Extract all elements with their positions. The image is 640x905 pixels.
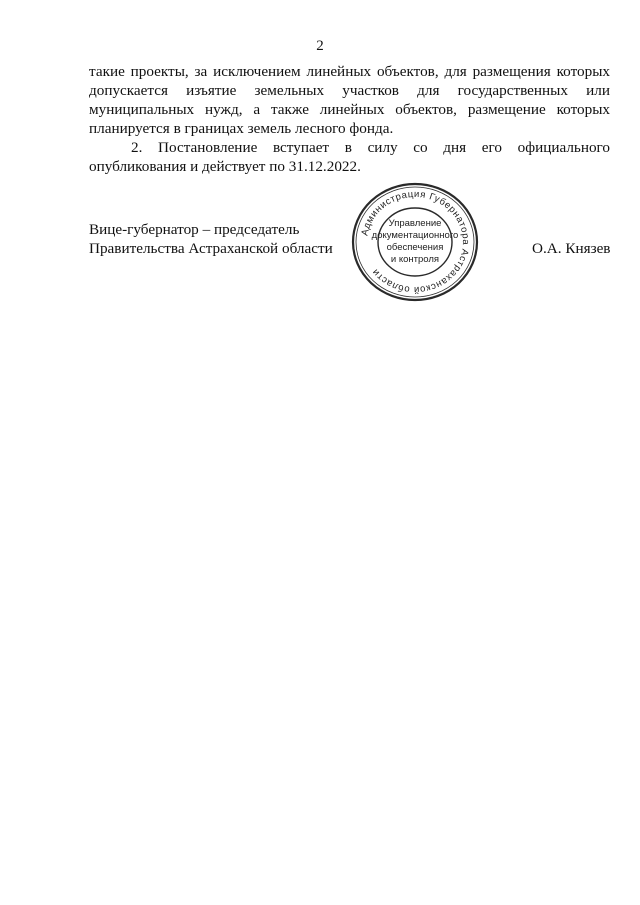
signatory-position-line-1: Вице-губернатор – председатель (89, 221, 300, 238)
document-body (89, 62, 610, 176)
signatory-name: О.А. Князев (532, 240, 611, 257)
seal-ring-text: Администрация Губернатора Астраханской области (359, 188, 472, 296)
signatory-position (89, 220, 333, 258)
seal-center-line-2: документационного (371, 230, 459, 241)
paragraph-effective-date: 2. Постановление вступает в силу со дня его официального опубликования и действует по 31.12.2022. (89, 139, 610, 175)
seal-center-line-1: Управление (388, 218, 442, 229)
official-seal (348, 180, 482, 304)
seal-center-line-3: обеспечения (386, 242, 444, 253)
signatory-position-line-2: Правительства Астраханской области (89, 240, 333, 257)
paragraph-continuation: такие проекты, за исключением линейных объектов, для размещения которых допускается изъятие земельных участков для государственных или муниципальных нужд, а также линейных объектов, размещение которых планируется в границах земель лесного фонда. (89, 63, 610, 137)
seal-graphic (348, 180, 482, 304)
page-number: 2 (316, 38, 324, 54)
seal-center-line-4: и контроля (390, 254, 440, 265)
